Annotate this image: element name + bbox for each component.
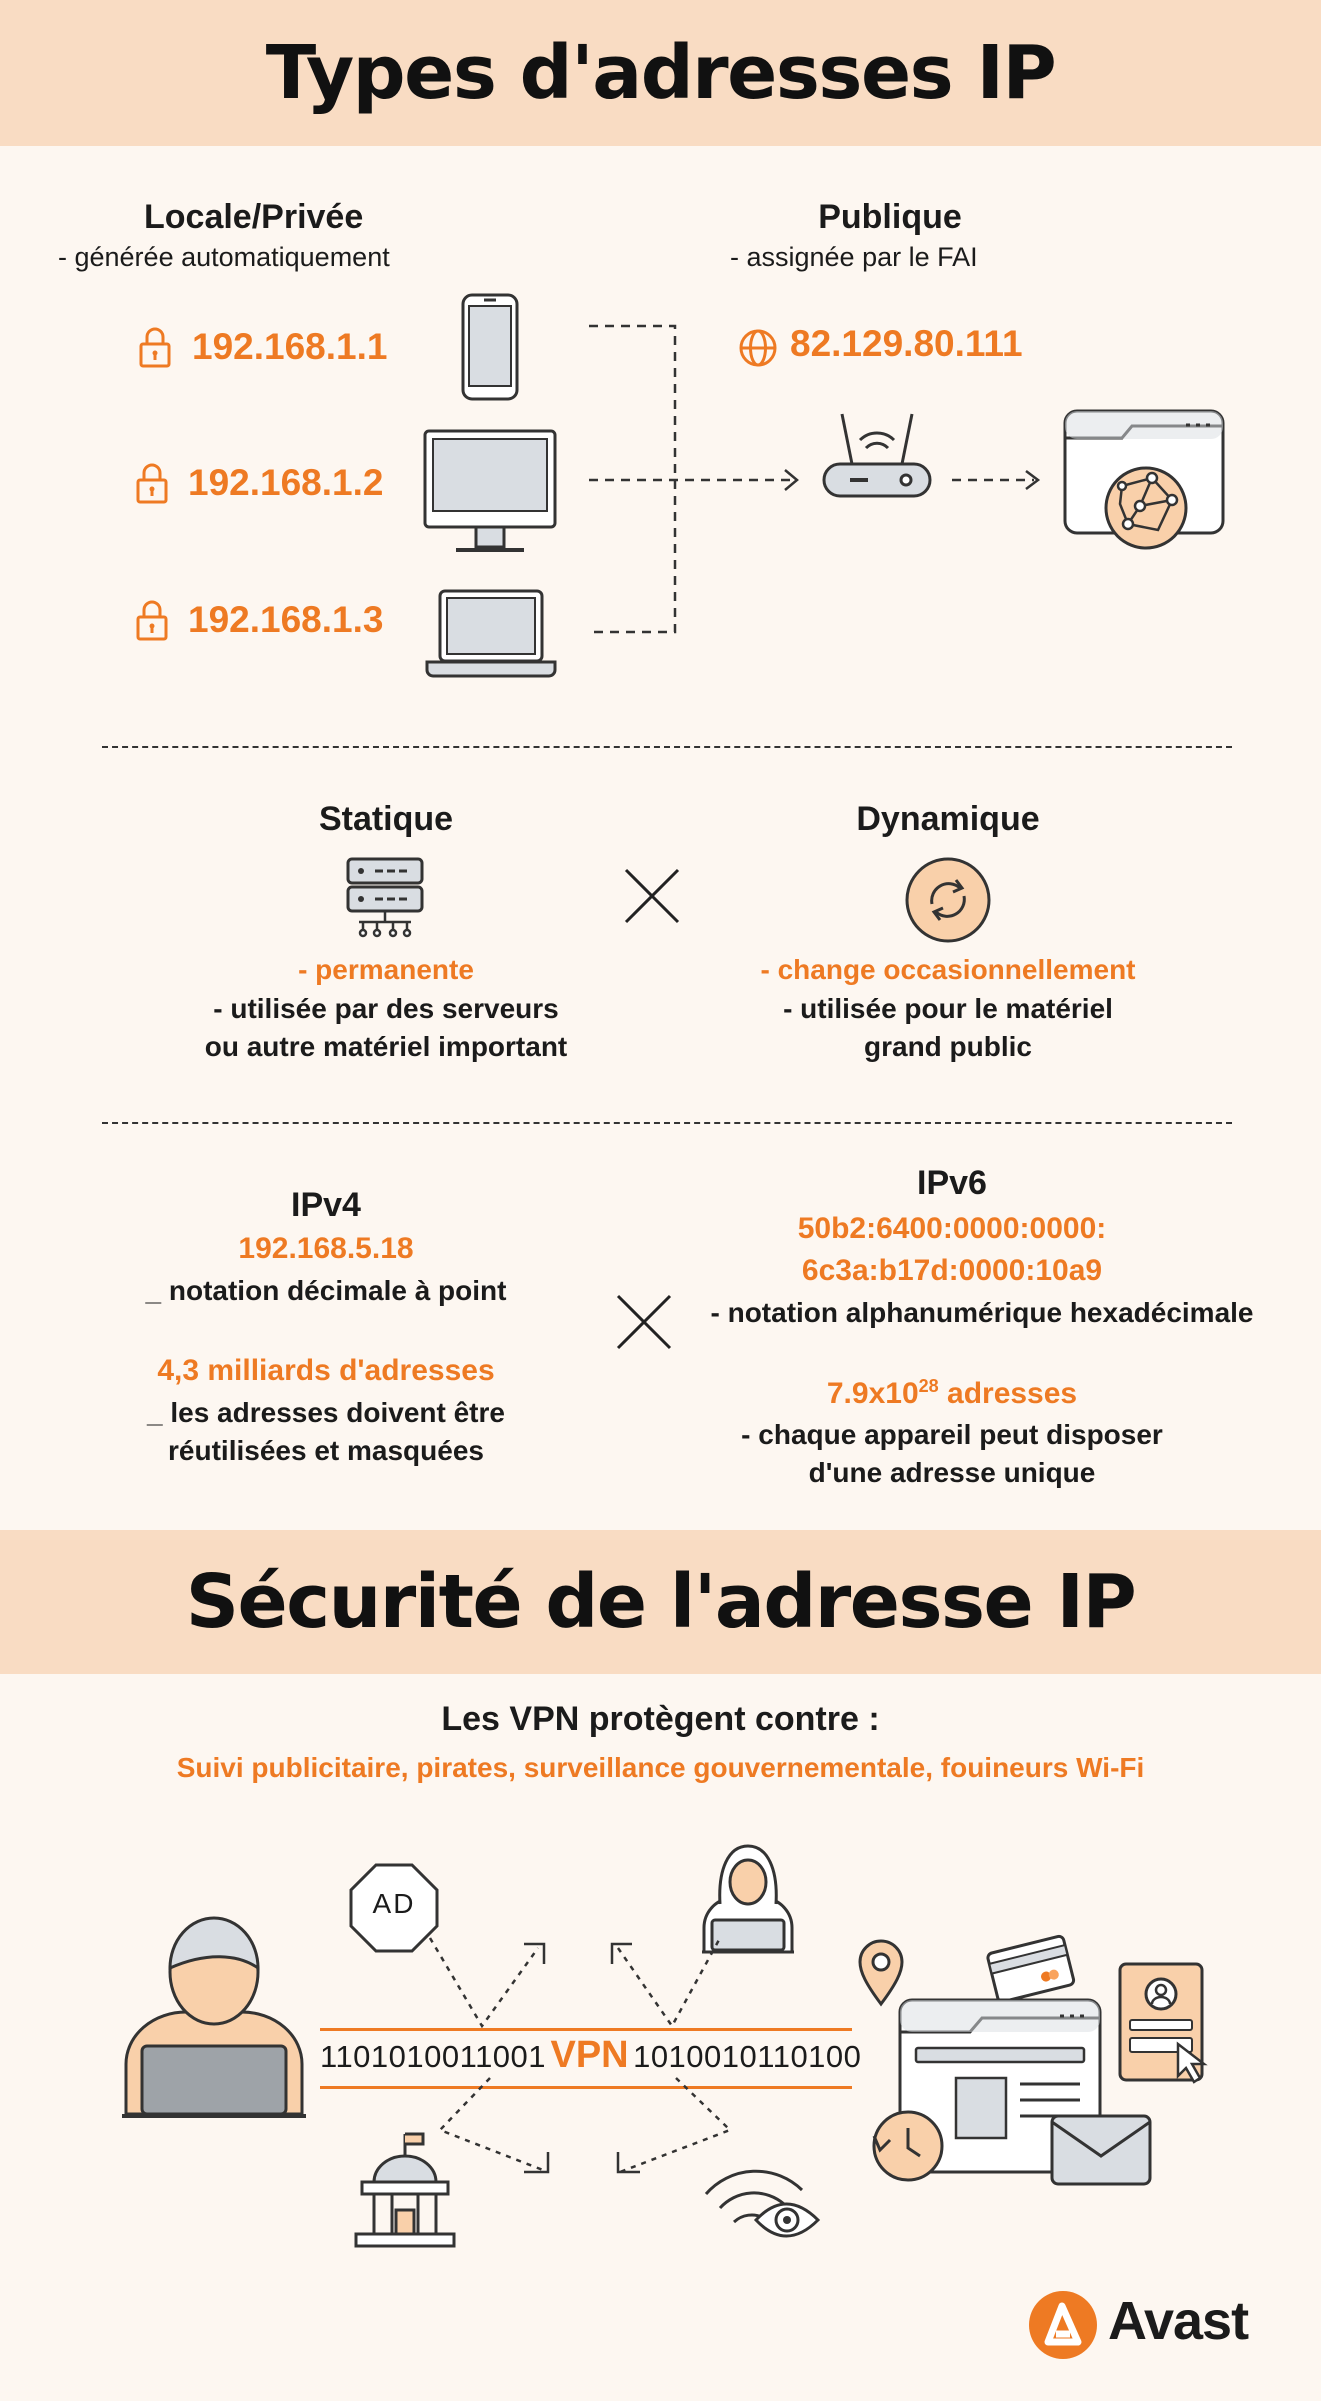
vpn-line-top (320, 2028, 852, 2031)
public-subtitle: - assignée par le FAI (730, 242, 978, 272)
network-connector (585, 320, 815, 640)
vpn-bits-right: 1010010110100 (633, 2039, 862, 2074)
ipv4-notation: _ notation décimale à point (145, 1275, 507, 1306)
private-title: Locale/Privée (144, 198, 364, 236)
avast-logo-icon (1026, 2288, 1100, 2362)
public-title: Publique (818, 198, 962, 236)
ipv6-note-2: d'une adresse unique (808, 1457, 1096, 1488)
ipv4-note-2: réutilisées et masquées (168, 1435, 484, 1466)
ipv6-notation: - notation alphanumérique hexadécimale (710, 1297, 1254, 1328)
static-line-3: ou autre matériel important (204, 1031, 568, 1062)
page-title: Types d'adresses IP (265, 30, 1056, 116)
ipv6-example-1: 50b2:6400:0000:0000: (797, 1212, 1107, 1245)
router-icon (820, 410, 934, 502)
header-band (0, 0, 1321, 146)
versus-icon (622, 866, 682, 926)
vpn-bits-left: 1101010011001 (320, 2039, 547, 2074)
arrow-icon (950, 468, 1042, 492)
dynamic-line-3: grand public (864, 1031, 1032, 1062)
static-title: Statique (318, 800, 454, 838)
smartphone-icon (460, 292, 520, 402)
private-ip-3: 192.168.1.3 (188, 599, 384, 640)
vpn-label: VPN (550, 2034, 629, 2076)
static-line-2: - utilisée par des serveurs (213, 993, 559, 1024)
ipv4-count: 4,3 milliards d'adresses (157, 1354, 495, 1387)
private-ip-1: 192.168.1.1 (192, 326, 388, 367)
versus-icon (614, 1292, 674, 1352)
lock-icon (135, 599, 169, 641)
lock-icon (138, 326, 172, 368)
ipv4-title: IPv4 (291, 1186, 361, 1224)
ipv6-count-base: 7.9x10 (826, 1377, 919, 1410)
envelope-icon (1048, 2112, 1154, 2188)
user-laptop-icon (116, 1914, 312, 2120)
avast-logo-text: Avast (1108, 2291, 1249, 2351)
wifi-eye-icon (700, 2160, 824, 2248)
private-ip-2: 192.168.1.2 (188, 462, 384, 503)
deflect-arrows-top (420, 1930, 740, 2040)
dynamic-line-2: - utilisée pour le matériel (783, 993, 1113, 1024)
government-building-icon (352, 2130, 458, 2250)
security-band (0, 1530, 1321, 1674)
browser-globe-icon (1062, 408, 1226, 552)
desktop-icon (422, 428, 558, 556)
static-permanent: - permanente (298, 954, 474, 985)
ad-badge-label: AD (372, 1888, 416, 1919)
dynamic-changes: - change occasionnellement (760, 954, 1136, 985)
security-subtitle: Les VPN protègent contre : (441, 1700, 880, 1738)
ipv6-count (702, 1376, 1202, 1411)
public-ip: 82.129.80.111 (790, 323, 1023, 364)
refresh-icon (904, 856, 992, 944)
ipv4-note-1: _ les adresses doivent être (147, 1397, 505, 1428)
id-card-icon (1116, 1960, 1208, 2090)
security-title: Sécurité de l'adresse IP (185, 1559, 1136, 1645)
deflect-arrows-bottom (420, 2068, 740, 2178)
section-divider (102, 1122, 1232, 1124)
ipv6-title: IPv6 (917, 1164, 987, 1202)
ipv6-count-exponent: 28 (918, 1376, 939, 1396)
section-divider (102, 746, 1232, 748)
laptop-icon (424, 588, 558, 680)
server-icon (345, 856, 425, 938)
ipv4-example: 192.168.5.18 (238, 1232, 414, 1265)
ipv6-count-unit: adresses (938, 1377, 1078, 1410)
clock-history-icon (868, 2106, 946, 2184)
lock-icon (135, 462, 169, 504)
security-threats: Suivi publicitaire, pirates, surveillance gouvernementale, fouineurs Wi-Fi (176, 1752, 1145, 1783)
private-subtitle: - générée automatiquement (58, 242, 390, 272)
ipv6-note-1: - chaque appareil peut disposer (741, 1419, 1163, 1450)
ipv6-example-2: 6c3a:b17d:0000:10a9 (801, 1254, 1103, 1287)
dynamic-title: Dynamique (856, 800, 1040, 838)
globe-icon (738, 328, 778, 368)
